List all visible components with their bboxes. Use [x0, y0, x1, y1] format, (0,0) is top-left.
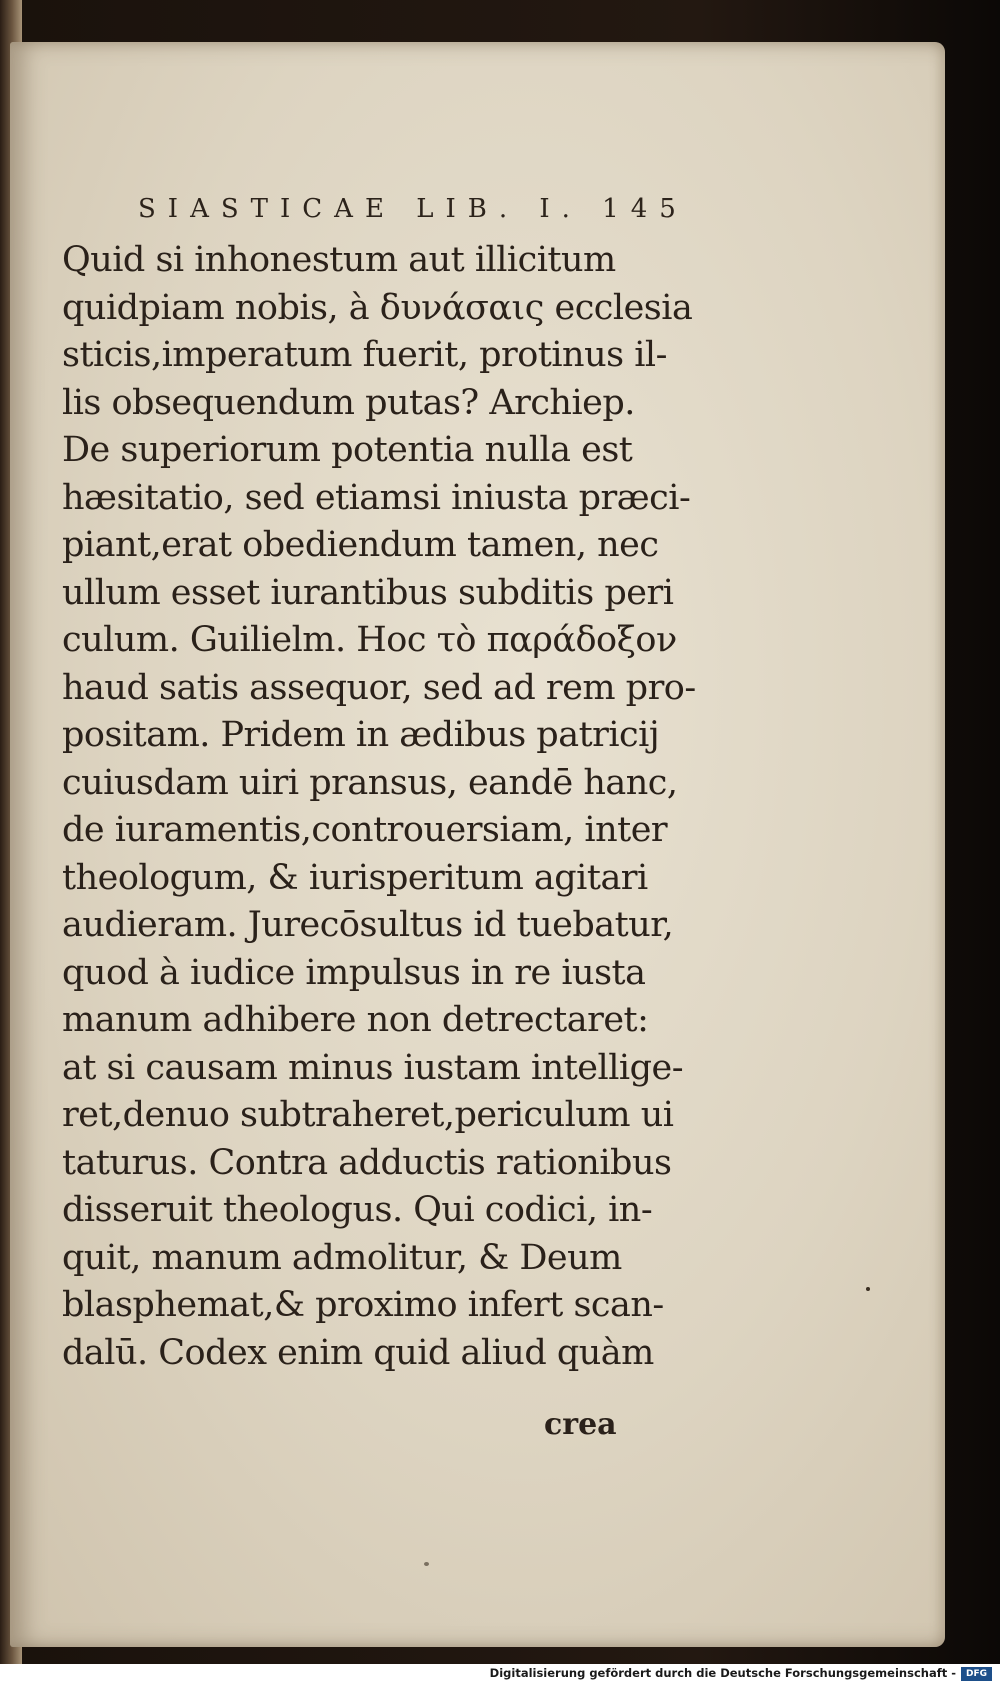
- text-line: dalū. Codex enim quid aliud quàm: [62, 1332, 654, 1373]
- text-line: quod à iudice impulsus in re iusta: [62, 952, 646, 993]
- text-line: ullum esset iurantibus subditis peri: [62, 572, 674, 613]
- text-line: de iuramentis,controuersiam, inter: [62, 810, 668, 850]
- paper-speck: [866, 1287, 870, 1291]
- text-line: De superiorum potentia nulla est: [62, 430, 633, 470]
- text-line: blasphemat,& proximo infert scan-: [62, 1285, 664, 1325]
- text-line: manum adhibere non detrectaret:: [62, 1000, 649, 1040]
- text-line: cuiusdam uiri pransus, eandē hanc,: [62, 762, 678, 803]
- text-line: disseruit theologus. Qui codici, in-: [62, 1190, 653, 1230]
- text-line: culum. Guilielm. Hoc τὸ παράδοξον: [62, 620, 677, 660]
- book-page: [10, 42, 945, 1647]
- text-line: ret,denuo subtraheret,periculum ui: [62, 1095, 674, 1135]
- text-line: sticis,imperatum fuerit, protinus il-: [62, 335, 667, 375]
- footer-credit: Digitalisierung gefördert durch die Deutsche Forschungsgemeinschaft -: [489, 1666, 956, 1680]
- text-line: Quid si inhonestum aut illicitum: [62, 240, 616, 280]
- text-line: hæsitatio, sed etiamsi iniusta præci-: [62, 477, 691, 518]
- text-line: audieram. Jurecōsultus id tuebatur,: [62, 905, 674, 945]
- text-line: piant,erat obediendum tamen, nec: [62, 525, 659, 565]
- dfg-logo-icon: DFG: [961, 1667, 992, 1681]
- text-line: positam. Pridem in ædibus patricij: [62, 715, 660, 755]
- text-line: theologum, & iurisperitum agitari: [62, 857, 648, 898]
- text-line: at si causam minus iustam intellige-: [62, 1047, 684, 1088]
- text-block: [62, 237, 697, 1377]
- running-head: SIASTICAE LIB. I. 145: [138, 194, 688, 224]
- footer-bar: [0, 1664, 1000, 1685]
- catchword: crea: [544, 1407, 617, 1442]
- text-line: lis obsequendum putas? Archiep.: [62, 382, 635, 423]
- text-line: quit, manum admolitur, & Deum: [62, 1237, 622, 1278]
- text-line: taturus. Contra adductis rationibus: [62, 1142, 672, 1183]
- paper-speck: [424, 1562, 429, 1566]
- text-line: haud satis assequor, sed ad rem pro-: [62, 667, 696, 708]
- text-line: quidpiam nobis, à δυνάσαις ecclesia: [62, 287, 693, 328]
